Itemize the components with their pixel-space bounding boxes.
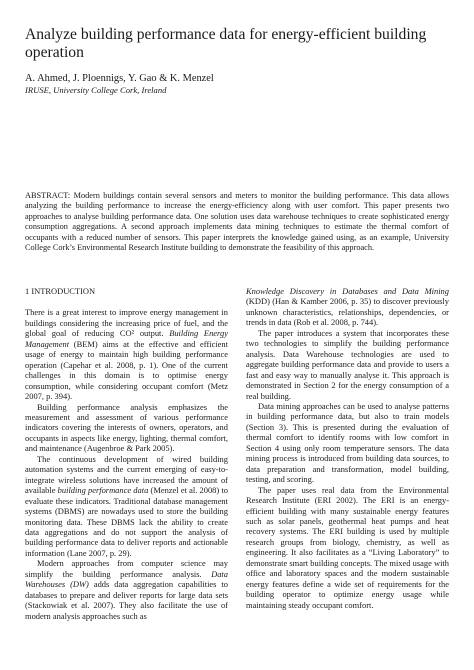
intro-paragraph-1: [25, 307, 228, 401]
intro-paragraph-8: The paper uses real data from the Environmental Research Institute (ERI 2002). The ERI is an energy-efficient building with many sustainable energy features such as solar panels, geothermal heat pumps and heat recovery systems. The ERI building is used by multiple research groups from biology, chemistry, as well as engineering. It also facilitates as a “Living Laboratory” to demonstrate smart building concepts. The mixed usage with office and laboratory spaces and the modern sustainable energy features define a wide set of requirements for the building operator to optimize energy usage while maintaining steady occupant comfort.: [246, 484, 449, 610]
author-list: A. Ahmed, J. Ploennigs, Y. Gao & K. Menzel: [25, 73, 214, 84]
intro-p5-emphasis: Knowledge Discovery in Databases and Data Mining: [246, 286, 449, 296]
affiliation: IRUSE, University College Cork, Ireland: [25, 85, 167, 95]
section-heading: 1 INTRODUCTION: [25, 286, 96, 296]
intro-paragraph-3: [25, 454, 228, 559]
intro-p5-text: (KDD) (Han & Kamber 2006, p. 35) to discover previously unknown characteristics, relationships, dependencies, or trends in data (Rob et al. 2008, p. 744).: [246, 296, 449, 328]
right-column: [246, 286, 449, 610]
intro-p3-text-a: The continuous development of wired building automation systems and the current emerging of easy-to-integrate wireless solutions have increased the amount of available: [25, 453, 228, 496]
intro-p1-text-b: (BEM) aims at the effective and efficient usage of energy to maintain high building performance operation (Capehar et al. 2008, p. 1). One of the current challenges in this domain is to optimise energy consumption, while considering occupant comfort (Metz 2007, p. 394).: [25, 338, 228, 402]
intro-p1-emphasis: Building Energy Management: [25, 328, 228, 349]
intro-p4-text-b: adds data aggregation capabilities to databases to prepare and deliver reports for large data sets (Stackowiak et al. 2007). They also facilitate the use of modern analysis approaches such as: [25, 579, 228, 621]
intro-p3-text-b: (Menzel et al. 2008) to evaluate these indicators. Traditional database management systems (DBMS) are nowadays used to store the building monitoring data. These DBMS lack the ability to create data aggregations and do not support the analysis of building performance data to deliver reports and actionable information (Lane 2007, p. 29).: [25, 485, 228, 558]
intro-paragraph-2: Building performance analysis emphasizes the measurement and assessment of various performance indicators covering the interests of owners, operators, and occupants in aspects like energy, lighting, thermal comfort, and maintenance (Augenbroe & Park 2005).: [25, 401, 228, 454]
intro-paragraph-6: The paper introduces a system that incorporates these two technologies to simplify the building performance analysis. Data Warehouse technologies are used to aggregate building performance data and provide to users a fast and easy way to manually analyse it. This approach is demonstrated in Section 2 for the energy consumption of a real building.: [246, 327, 449, 401]
intro-paragraph-7: Data mining approaches can be used to analyse patterns in building performance data, but also to train models (Section 3). This is presented during the evaluation of thermal comfort to identify rooms with low comfort in Section 4 using only room temperature sensors. The data mining process is introduced from building data sources, to data preparation and transformation, model building, testing, and scoring.: [246, 400, 449, 485]
paper-title: Analyze building performance data for energy-efficient building operation: [25, 26, 427, 61]
intro-p1-text-a: There is a great interest to improve energy management in buildings considering the increasing price of fuel, and the global goal of reducing CO² output.: [25, 307, 228, 339]
intro-p4-text-a: Modern approaches from computer science may simplify the building performance analysis.: [25, 558, 228, 579]
abstract: ABSTRACT: Modern buildings contain several sensors and meters to monitor the building performance. This data allows analyzing the building performance to increase the energy-efficiency along with user comfort. This paper presents two approaches to analyse building performance data. One solution uses data warehouse techniques to create sophisticated energy consumption aggregations. A second approach implements data mining techniques to estimate the thermal comfort of occupants with a reduced number of sensors. This paper interprets the knowledge gained using, as an example, University College Cork’s Environmental Research Institute building to demonstrate the feasibility of this approach.: [25, 191, 449, 253]
intro-p3-emphasis: building performance data: [57, 485, 149, 496]
left-column: [25, 286, 228, 621]
intro-paragraph-4: [25, 558, 228, 621]
intro-p4-emphasis: Data Warehouses (DW): [25, 568, 228, 590]
intro-paragraph-5: [246, 286, 449, 328]
